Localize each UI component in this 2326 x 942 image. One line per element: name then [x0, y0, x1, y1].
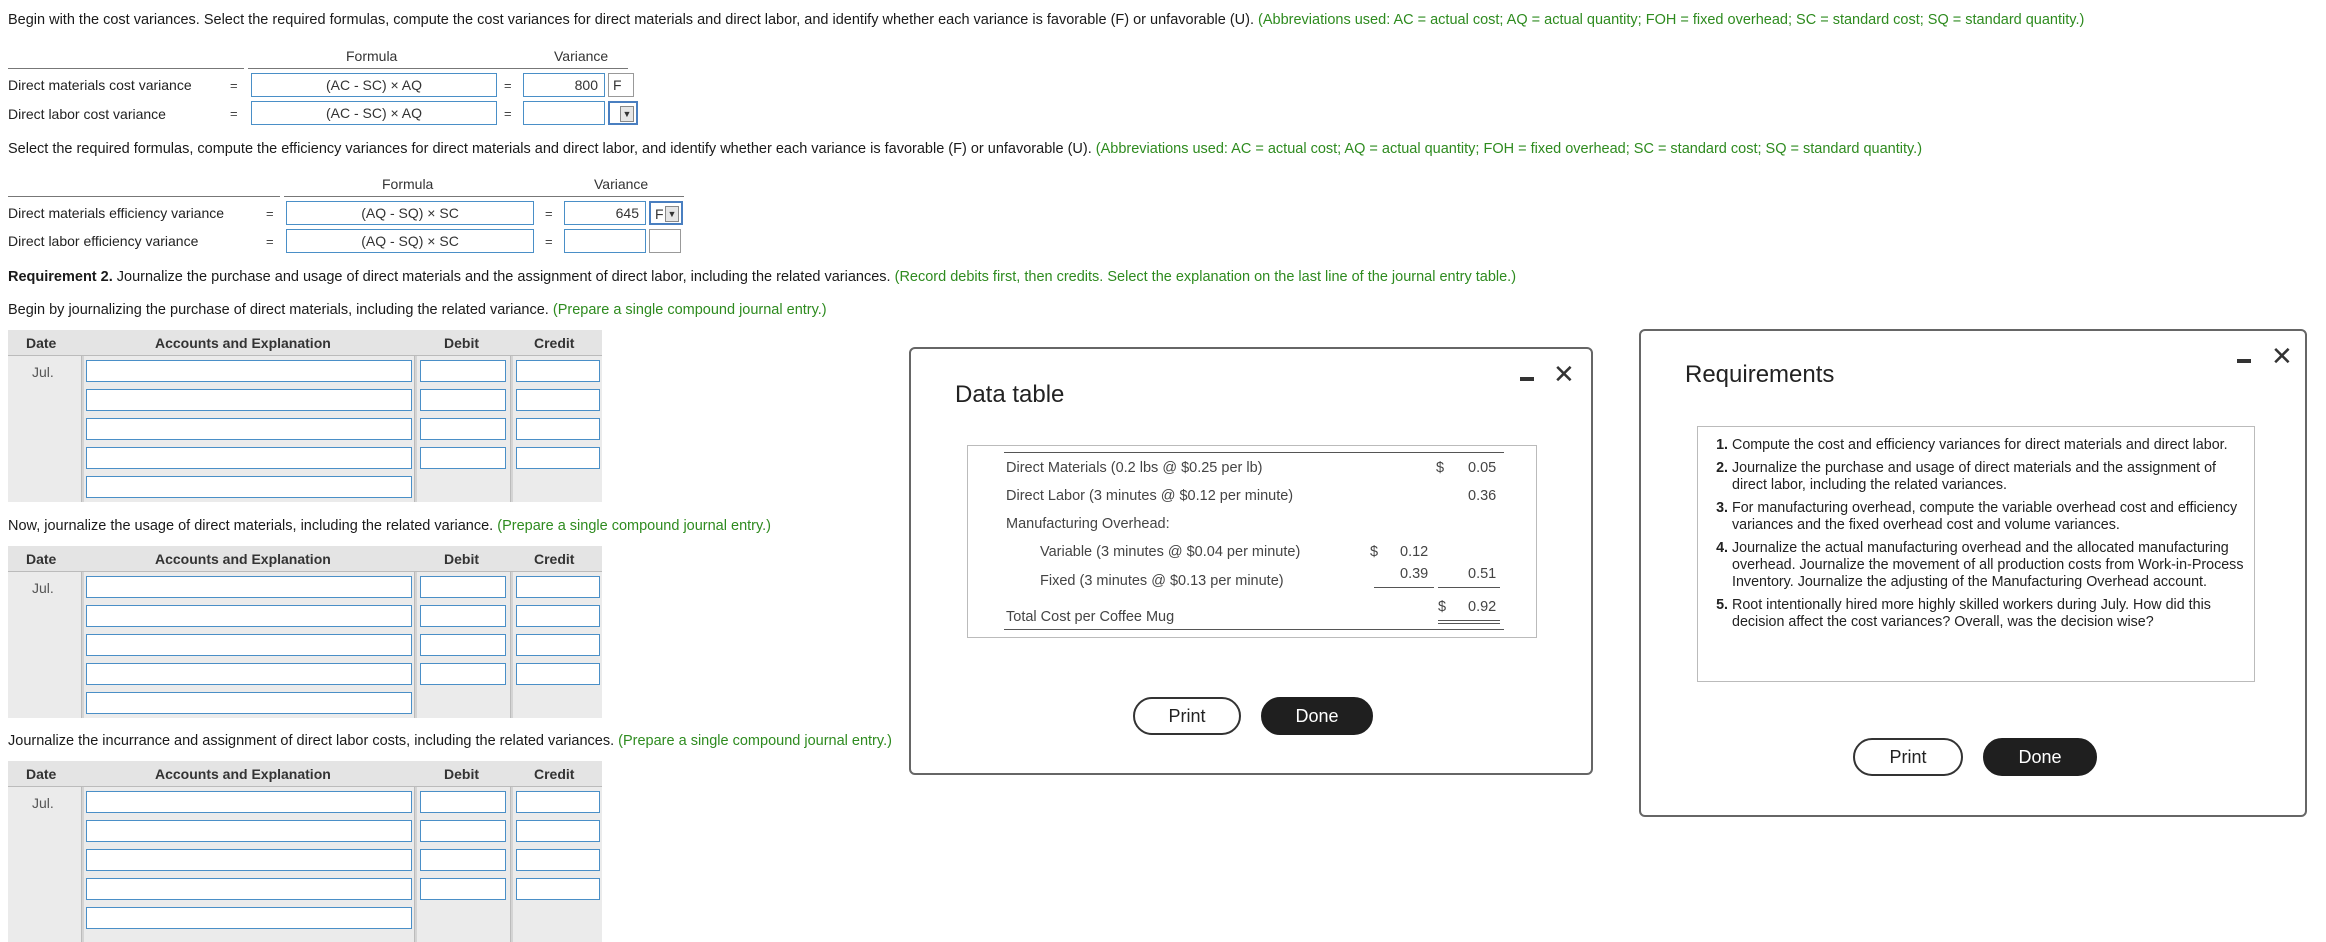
dl-efficiency-variance-input[interactable]: [564, 229, 646, 253]
credit-input[interactable]: [516, 447, 600, 469]
credit-input[interactable]: [516, 663, 600, 685]
moh-total-value: 0.51: [1468, 566, 1497, 582]
journal-table-labor: [8, 761, 602, 942]
minimize-icon[interactable]: [1520, 377, 1534, 381]
debit-header: Debit: [444, 335, 479, 351]
dm-row-value: 0.05: [1468, 460, 1497, 476]
chevron-down-icon: ▼: [620, 106, 634, 122]
credit-input[interactable]: [516, 389, 600, 411]
explanation-input[interactable]: [86, 907, 412, 929]
credit-input[interactable]: [516, 820, 600, 842]
date-header: Date: [26, 335, 57, 351]
dm-efficiency-variance-input[interactable]: 645: [564, 201, 646, 225]
cost-variance-table: Formula Variance Direct materials cost variance = (AC - SC) × AQ = 800 F Direct labor cost variance = (AC - SC) × AQ = ▼: [8, 44, 648, 134]
account-input[interactable]: [86, 418, 412, 440]
dm-efficiency-flag-select[interactable]: F ▼: [649, 201, 683, 225]
requirements-dialog: [1639, 329, 2307, 817]
requirement-item: 4. Journalize the actual manufacturing overhead and the allocated manufacturing overhead. Journalize the movement of all production costs from Work-in-Process Inventory. Journalize the adjusting of the Manufacturing Overhead account.: [1732, 540, 2244, 591]
debit-input[interactable]: [420, 447, 506, 469]
debit-input[interactable]: [420, 820, 506, 842]
usage-instructions: Now, journalize the usage of direct materials, including the related variance. (Prepare a single compound journal entry.): [8, 518, 772, 534]
done-button[interactable]: Done: [1983, 738, 2097, 776]
total-row-label: Total Cost per Coffee Mug: [1006, 609, 1175, 625]
account-input[interactable]: [86, 791, 412, 813]
credit-input[interactable]: [516, 418, 600, 440]
credit-input[interactable]: [516, 360, 600, 382]
close-icon[interactable]: ✕: [1553, 359, 1575, 389]
debit-input[interactable]: [420, 634, 506, 656]
dialog-title: Data table: [955, 381, 1065, 408]
account-input[interactable]: [86, 576, 412, 598]
credit-header: Credit: [534, 766, 575, 782]
dm-cost-variance-label: Direct materials cost variance: [8, 77, 192, 93]
dl-cost-flag-select[interactable]: [608, 101, 638, 125]
debit-input[interactable]: [420, 878, 506, 900]
formula-header: Formula: [382, 176, 434, 192]
date-label: Jul.: [32, 795, 54, 811]
requirement-item: 5. Root intentionally hired more highly skilled workers during July. How did this decision affect the cost variances? Overall, was the decision wise?: [1732, 597, 2244, 631]
formula-header: Formula: [346, 48, 398, 64]
accounts-header: Accounts and Explanation: [155, 335, 331, 351]
dialog-title: Requirements: [1685, 361, 1835, 388]
accounts-header: Accounts and Explanation: [155, 766, 331, 782]
account-input[interactable]: [86, 605, 412, 627]
variable-row-label: Variable (3 minutes @ $0.04 per minute): [1040, 544, 1301, 560]
debit-header: Debit: [444, 551, 479, 567]
accounts-header: Accounts and Explanation: [155, 551, 331, 567]
account-input[interactable]: [86, 447, 412, 469]
account-input[interactable]: [86, 634, 412, 656]
dm-cost-formula-select[interactable]: (AC - SC) × AQ: [251, 73, 497, 97]
print-button[interactable]: Print: [1133, 697, 1241, 735]
debit-input[interactable]: [420, 605, 506, 627]
moh-row-label: Manufacturing Overhead:: [1006, 516, 1170, 532]
requirements-list: [1697, 426, 2255, 682]
credit-input[interactable]: [516, 634, 600, 656]
dl-cost-variance-input[interactable]: [523, 101, 605, 125]
intro-text: Begin with the cost variances. Select the required formulas, compute the cost variances for direct materials and direct labor, and identify whether each variance is favorable (F) or unfavorable (U). (Abbreviations used: AC = actual cost; AQ = actual quantity; FOH = fixed overhead; SC = standard cost; SQ = standard quantity.): [8, 12, 2085, 28]
date-label: Jul.: [32, 364, 54, 380]
debit-header: Debit: [444, 766, 479, 782]
dl-efficiency-formula-select[interactable]: (AQ - SQ) × SC: [286, 229, 534, 253]
print-button[interactable]: Print: [1853, 738, 1963, 776]
variance-header: Variance: [594, 176, 649, 192]
debit-input[interactable]: [420, 360, 506, 382]
journal-table-usage: [8, 546, 602, 718]
requirement-2-text: Requirement 2. Journalize the purchase and usage of direct materials and the assignment of direct labor, including the related variances. (Record debits first, then credits. Select the explanation on the last line of the journal entry table.): [8, 269, 1517, 285]
explanation-input[interactable]: [86, 476, 412, 498]
dl-row-value: 0.36: [1468, 488, 1497, 504]
variance-header: Variance: [554, 48, 609, 64]
credit-header: Credit: [534, 335, 575, 351]
debit-input[interactable]: [420, 389, 506, 411]
efficiency-instructions: Select the required formulas, compute the efficiency variances for direct materials and direct labor, and identify whether each variance is favorable (F) or unfavorable (U). (Abbreviations used: AC = actual cost; AQ = actual quantity; FOH = fixed overhead; SC = standard cost; SQ = standard quantity.): [8, 141, 1923, 157]
account-input[interactable]: [86, 878, 412, 900]
date-label: Jul.: [32, 580, 54, 596]
debit-input[interactable]: [420, 418, 506, 440]
dm-row-label: Direct Materials (0.2 lbs @ $0.25 per lb): [1006, 460, 1263, 476]
explanation-input[interactable]: [86, 692, 412, 714]
journal-table-purchase: [8, 330, 602, 502]
credit-input[interactable]: [516, 605, 600, 627]
account-input[interactable]: [86, 849, 412, 871]
dl-cost-variance-label: Direct labor cost variance: [8, 106, 166, 122]
dm-cost-flag-select[interactable]: F: [608, 73, 634, 97]
credit-input[interactable]: [516, 878, 600, 900]
close-icon[interactable]: ✕: [2271, 341, 2293, 371]
dm-cost-variance-input[interactable]: 800: [523, 73, 605, 97]
account-input[interactable]: [86, 820, 412, 842]
data-table-dialog: [909, 347, 1593, 775]
done-button[interactable]: Done: [1261, 697, 1373, 735]
variable-row-value: 0.12: [1400, 544, 1429, 560]
account-input[interactable]: [86, 389, 412, 411]
requirement-item: 3. For manufacturing overhead, compute the variable overhead cost and efficiency variances and the fixed overhead cost and volume variances.: [1732, 500, 2244, 534]
dl-efficiency-flag-select[interactable]: [649, 229, 681, 253]
purchase-instructions: Begin by journalizing the purchase of direct materials, including the related variance. (Prepare a single compound journal entry.): [8, 302, 827, 318]
account-input[interactable]: [86, 663, 412, 685]
labor-instructions: Journalize the incurrance and assignment of direct labor costs, including the related variances. (Prepare a single compound journal entry.): [8, 733, 892, 749]
credit-input[interactable]: [516, 849, 600, 871]
minimize-icon[interactable]: [2237, 359, 2251, 363]
credit-header: Credit: [534, 551, 575, 567]
dl-efficiency-variance-label: Direct labor efficiency variance: [8, 233, 199, 249]
debit-input[interactable]: [420, 663, 506, 685]
date-header: Date: [26, 551, 57, 567]
debit-input[interactable]: [420, 791, 506, 813]
date-header: Date: [26, 766, 57, 782]
dl-row-label: Direct Labor (3 minutes @ $0.12 per minute): [1006, 488, 1294, 504]
credit-input[interactable]: [516, 576, 600, 598]
debit-input[interactable]: [420, 576, 506, 598]
efficiency-variance-table: Formula Variance Direct materials efficiency variance = (AQ - SQ) × SC = 645 F ▼ Direct labor efficiency variance = (AQ - SQ) × SC =: [8, 172, 698, 262]
total-row-value: 0.92: [1468, 599, 1497, 615]
chevron-down-icon: ▼: [665, 206, 679, 222]
credit-input[interactable]: [516, 791, 600, 813]
requirement-item: 1. Compute the cost and efficiency variances for direct materials and direct labor.: [1732, 437, 2244, 454]
dm-efficiency-formula-select[interactable]: (AQ - SQ) × SC: [286, 201, 534, 225]
cost-data-table: Direct Materials (0.2 lbs @ $0.25 per lb) $ 0.05 Direct Labor (3 minutes @ $0.12 per minute) 0.36 Manufacturing Overhead: Variable (3 minutes @ $0.04 per minute) $ 0.12 Fixed (3 minutes @ $0.13 per minute) 0.39 0.51 Total Cost per Coffee Mug $ 0.92: [967, 445, 1537, 638]
dm-efficiency-variance-label: Direct materials efficiency variance: [8, 205, 225, 221]
dl-cost-formula-select[interactable]: (AC - SC) × AQ: [251, 101, 497, 125]
account-input[interactable]: [86, 360, 412, 382]
fixed-row-value: 0.39: [1400, 566, 1429, 582]
fixed-row-label: Fixed (3 minutes @ $0.13 per minute): [1040, 573, 1284, 589]
requirement-item: 2. Journalize the purchase and usage of direct materials and the assignment of direct labor, including the related variances.: [1732, 460, 2244, 494]
debit-input[interactable]: [420, 849, 506, 871]
